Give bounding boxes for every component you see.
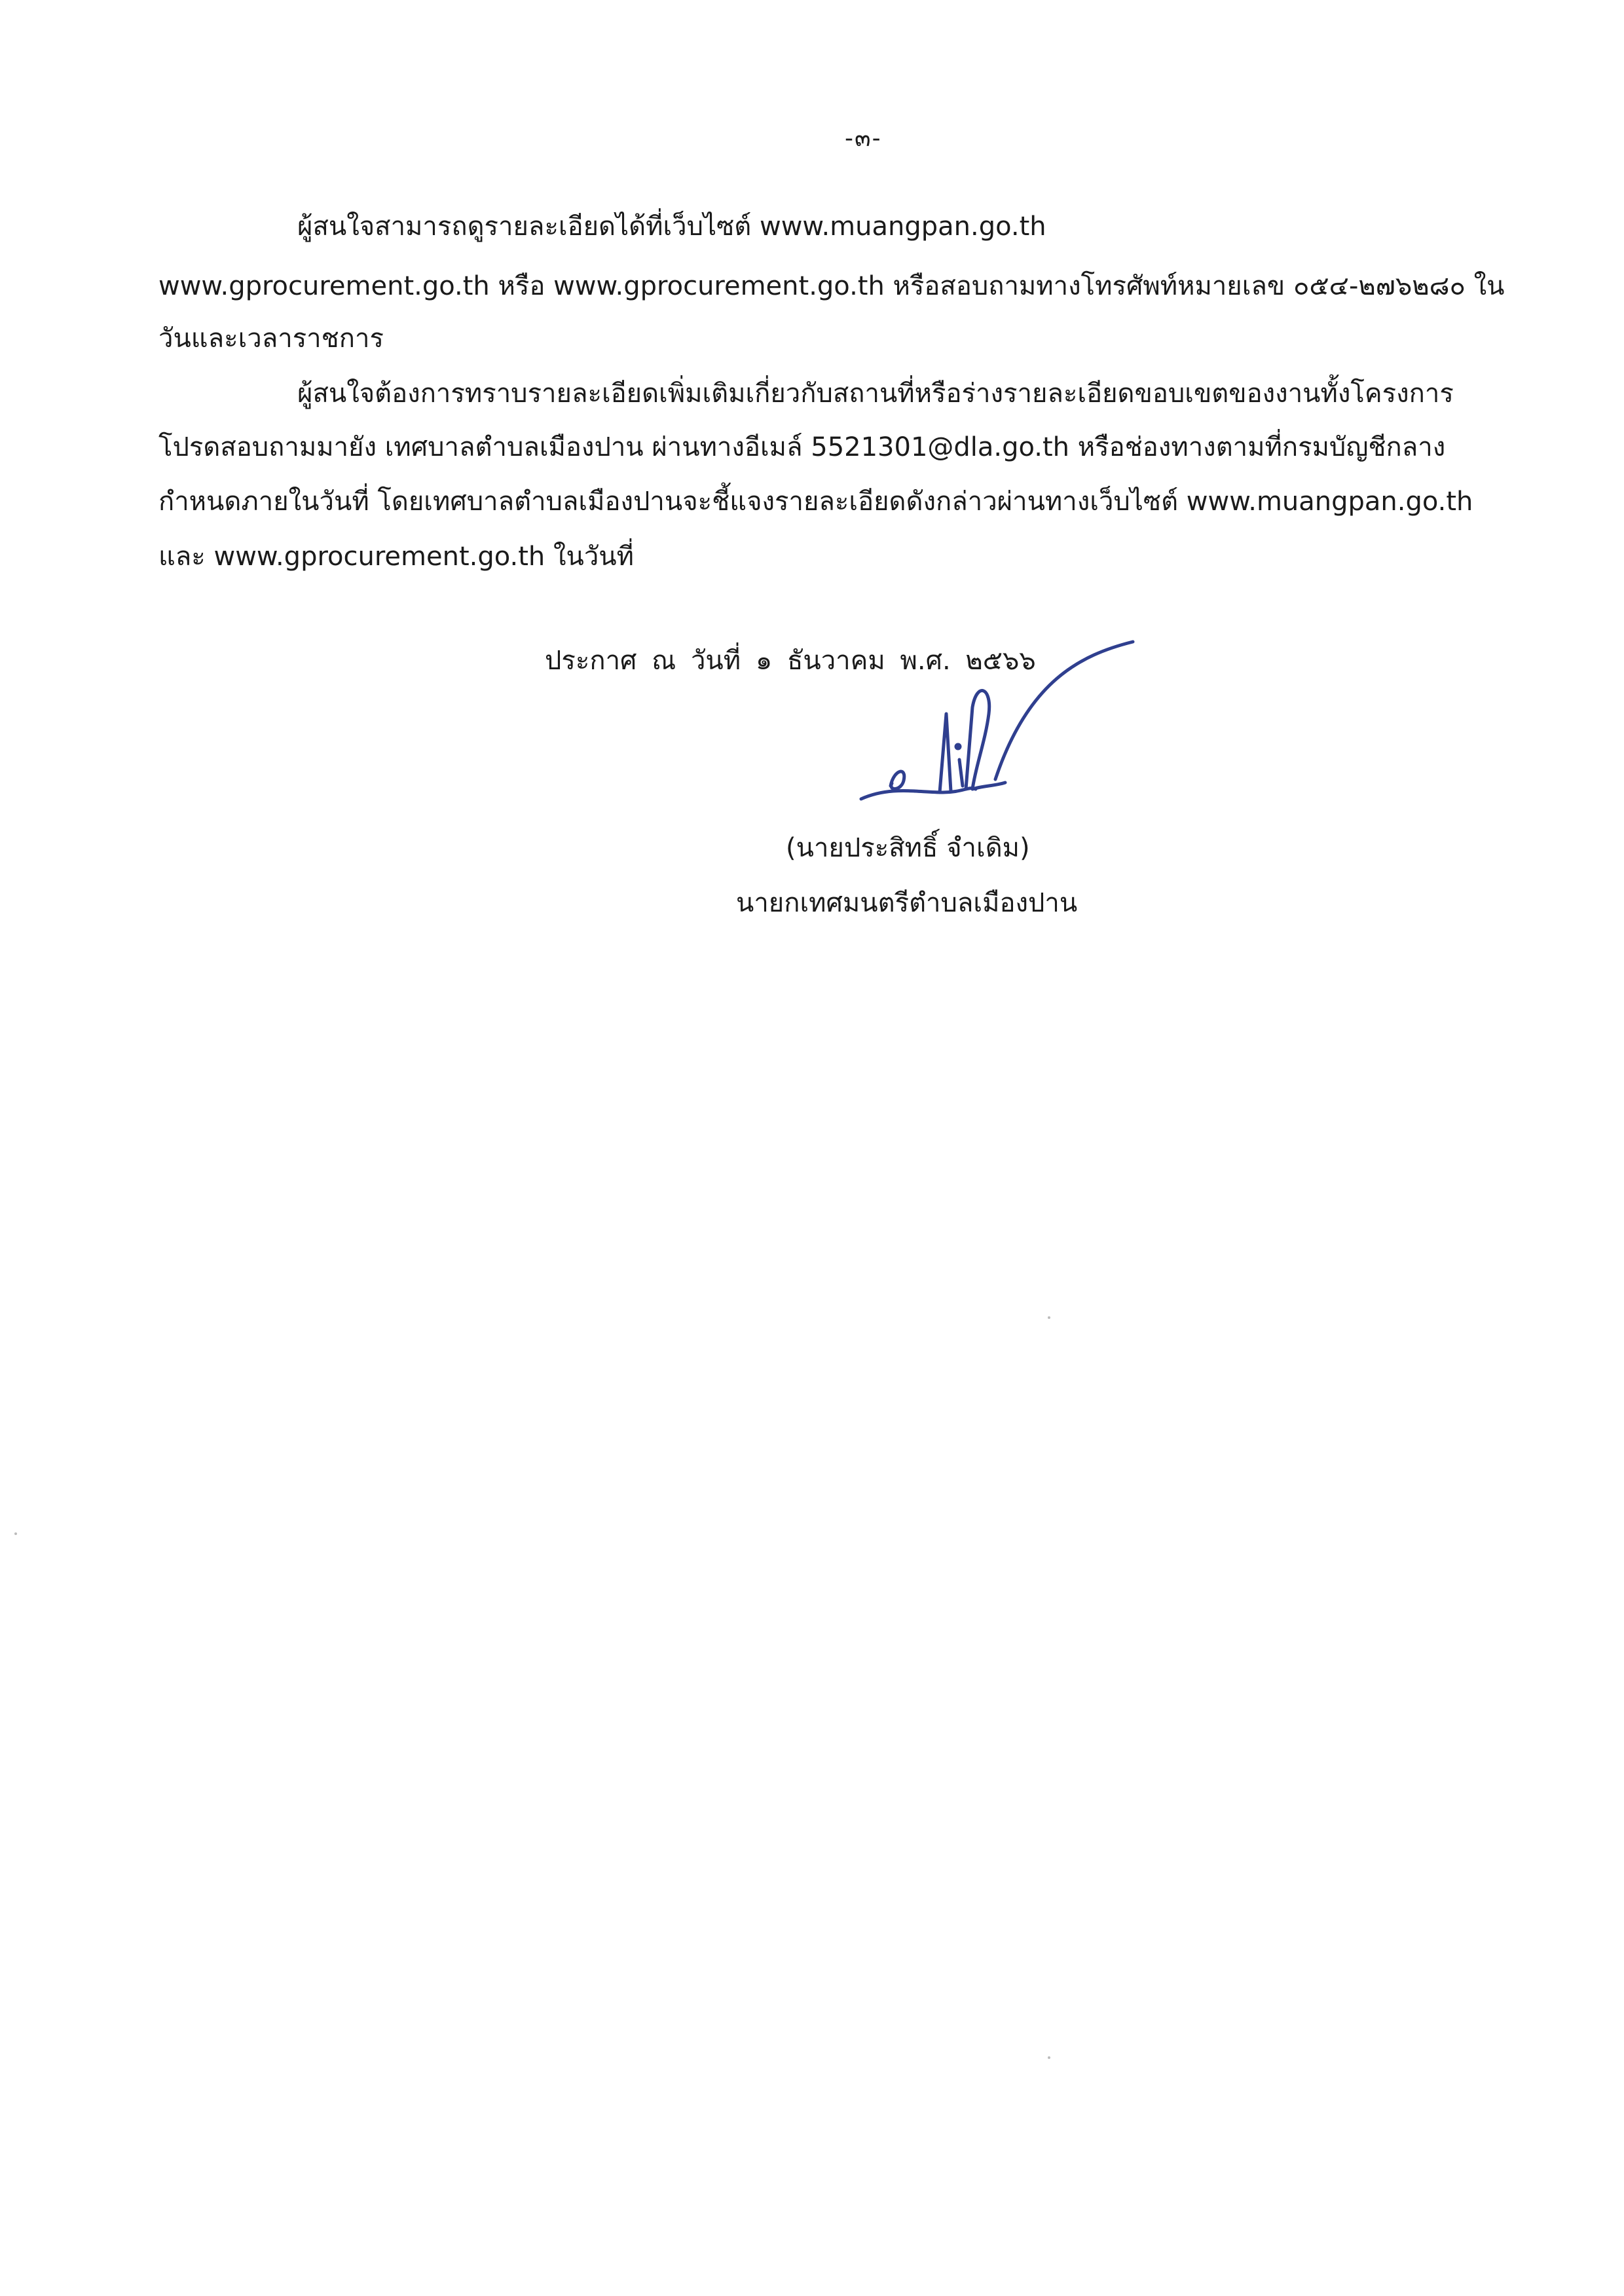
signature-image — [832, 629, 1159, 819]
signer-title: นายกเทศมนตรีตำบลเมืองปาน — [736, 888, 1078, 918]
scan-speck — [1048, 1316, 1050, 1319]
paragraph-1-line-1: ผู้สนใจสามารถดูรายละเอียดได้ที่เว็บไซต์ www.muangpan.go.th — [297, 212, 1046, 242]
paragraph-1-line-2: www.gprocurement.go.th หรือ www.gprocurement.go.th หรือสอบถามทางโทรศัพท์หมายเลข ๐๕๔-๒๗๖๒๘๐ ใน — [158, 271, 1505, 301]
signer-name: (นายประสิทธิ์ จำเดิม) — [786, 833, 1030, 863]
paragraph-2-line-4: และ www.gprocurement.go.th ในวันที่ — [158, 542, 635, 572]
paragraph-1-line-3: วันและเวลาราชการ — [158, 324, 384, 354]
paragraph-2-line-2: โปรดสอบถามมายัง เทศบาลตำบลเมืองปาน ผ่านทางอีเมล์ 5521301@dla.go.th หรือช่องทางตามที่กรมบัญชีกลาง — [158, 432, 1446, 462]
announcement-date: ประกาศ ณ วันที่ ๑ ธันวาคม พ.ศ. ๒๕๖๖ — [545, 646, 1036, 676]
paragraph-2-line-1: ผู้สนใจต้องการทราบรายละเอียดเพิ่มเติมเกี่ยวกับสถานที่หรือร่างรายละเอียดขอบเขตของงานทั้งโครงการ — [297, 379, 1454, 409]
paragraph-2-line-3: กำหนดภายในวันที่ โดยเทศบาลตำบลเมืองปานจะชี้แจงรายละเอียดดังกล่าวผ่านทางเว็บไซต์ www.muangpan.go.th — [158, 487, 1473, 517]
page-number: -๓- — [845, 125, 882, 152]
scan-speck — [1048, 2056, 1050, 2059]
scan-speck — [14, 1532, 17, 1535]
